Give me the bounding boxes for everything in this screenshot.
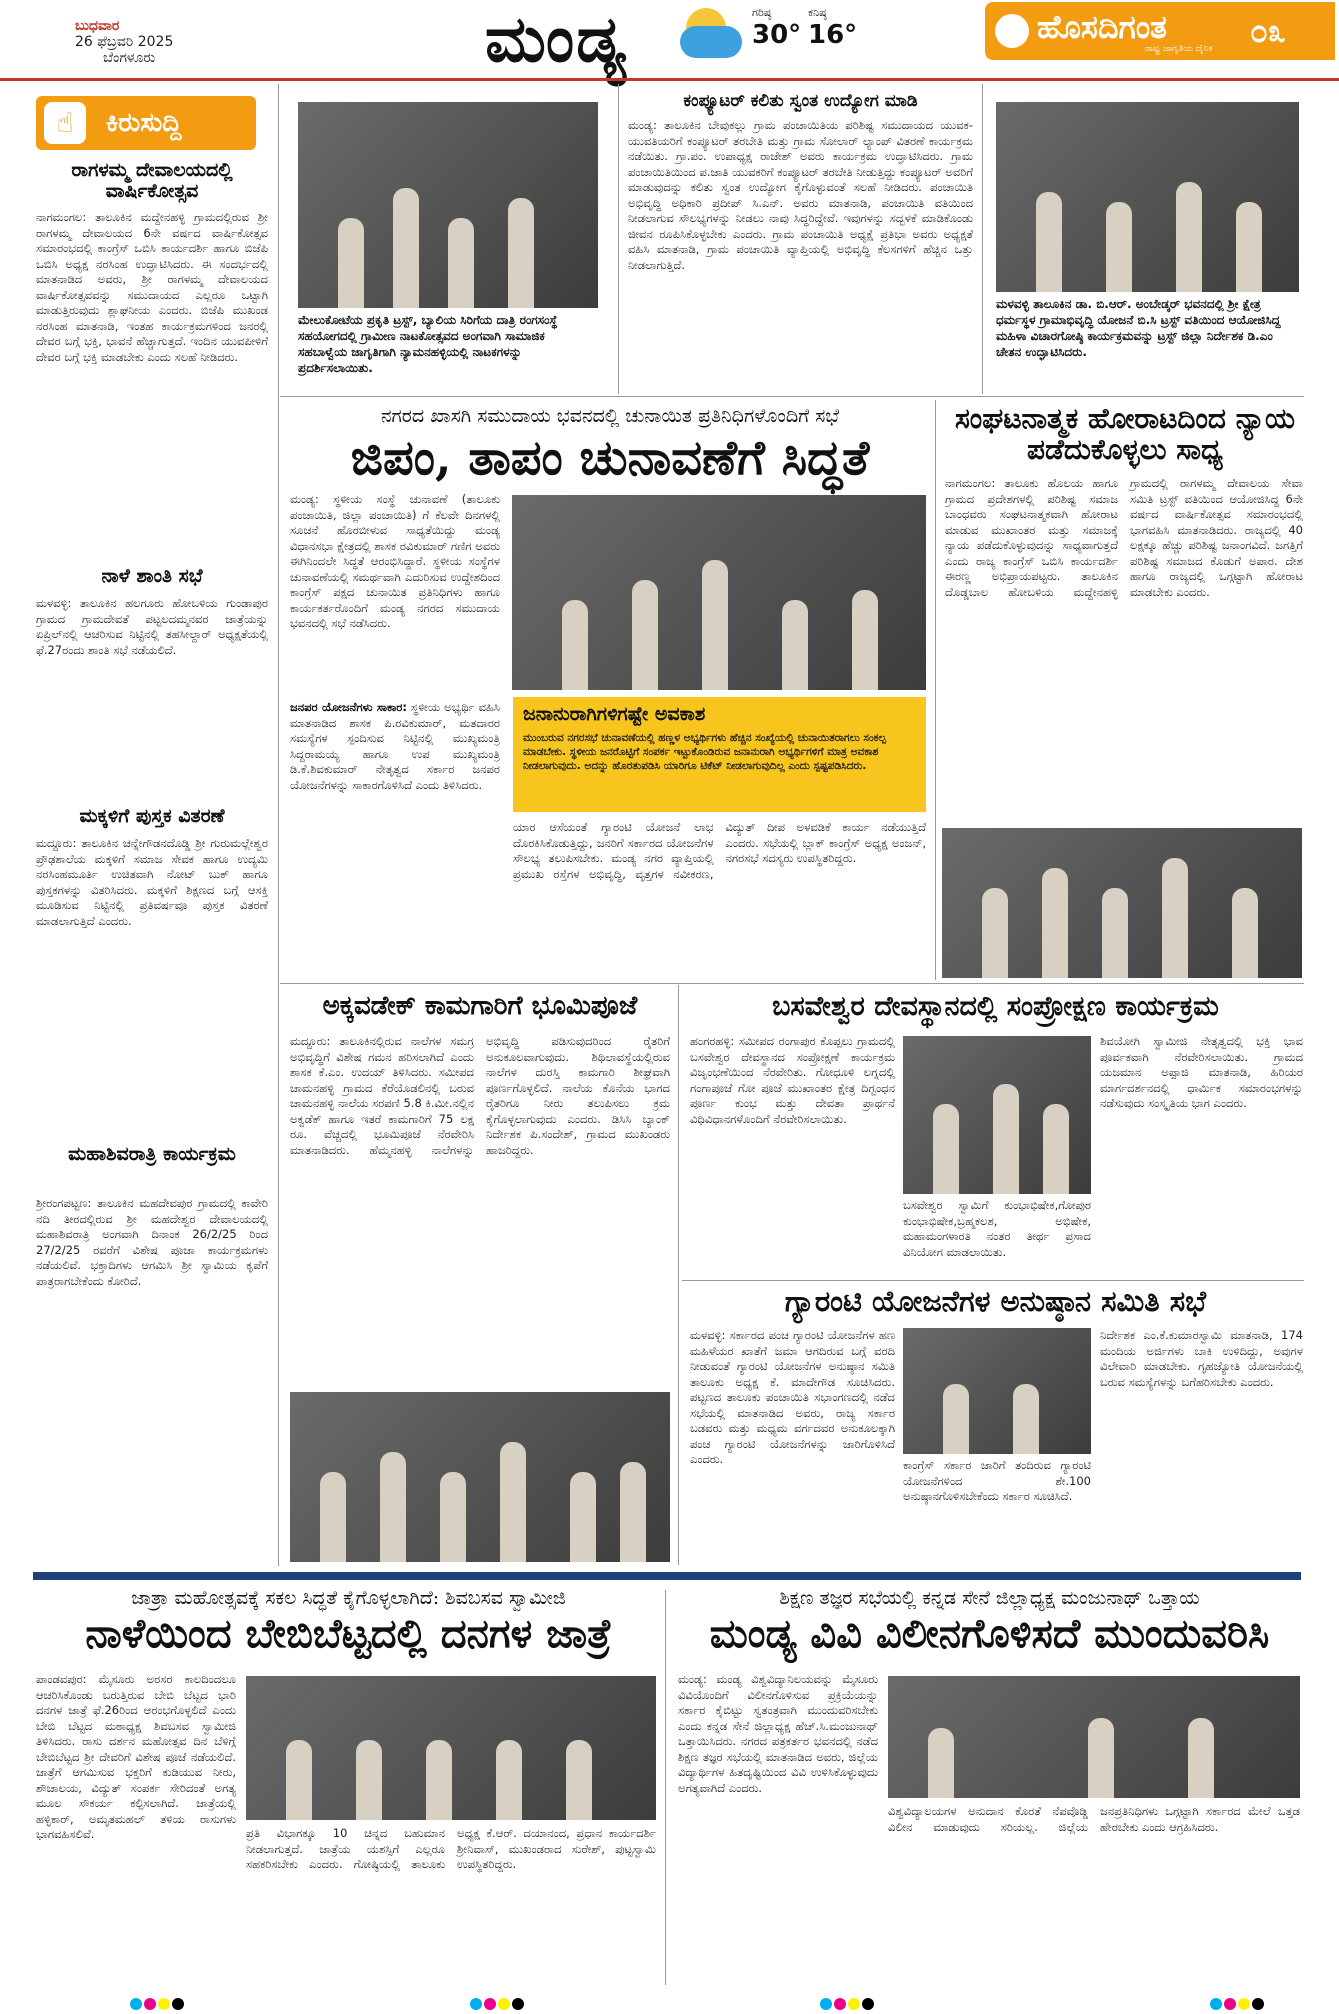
drama-photo: [298, 102, 598, 308]
logo-emblem-icon: [995, 14, 1029, 48]
story-body: ಮಂಡ್ಯ: ತಾಲೂಕಿನ ಬೇವುಕಲ್ಲು ಗ್ರಾಮ ಪಂಚಾಯಿತಿಯ ಪರಿಶಿಷ್ಟ ಸಮುದಾಯದ ಯುವಕ-ಯುವತಿಯರಿಗೆ ಕಂಪ್ಯೂಟರ್ ತರಬೇತಿ ಮತ್ತು ಗ್ರಾಮ ಸೋಲಾರ್ ಲ್ಯಾಂಪ್ ವಿತರಣೆ ಕಾರ್ಯಕ್ರಮ ನಡೆಯಿತು. ಗ್ರಾ.ಪಂ. ಉಪಾಧ್ಯಕ್ಷ ರಾಜೇಶ್ ಅವರು ಕಾರ್ಯಕ್ರಮ ಉದ್ಘಾಟಿಸಿದರು. ಗ್ರಾಮ ಪಂಚಾಯಿತಿಯಿಂದ ಪ.ಜಾತಿ ಯುವಕರಿಗೆ ಕಂಪ್ಯೂಟರ್ ತರಬೇತಿ ನೀಡುತ್ತಿದ್ದು ಕಂಪ್ಯೂಟರ್ ಅವರಿಗೆ ಮಾಡುವುದನ್ನು ಕಲಿತು ಸ್ವಂತ ಉದ್ಯೋಗ ಕೈಗೊಳ್ಳುವಂತೆ ಸಲಹೆ ನೀಡಿದರು. ಪಂಚಾಯಿತಿ ಅಭಿವೃದ್ಧಿ ಅಧಿಕಾರಿ ಪ್ರದೀಪ್ ಸಿ.ಎನ್. ಅವರು ಮಾತನಾಡಿ, ಪಂಚಾಯಿತಿ ವತಿಯಿಂದ ನೀಡಲಾಗುವ ಸೌಲಭ್ಯಗಳನ್ನು ನೀಡಲು ನಾವು ಸಿದ್ಧರಿದ್ದೇವೆ. ಇವುಗಳನ್ನು ಸದ್ಬಳಕೆ ಮಾಡಿಕೊಂಡು ಜೀವನ ರೂಪಿಸಿಕೊಳ್ಳಬೇಕು ಎಂದರು. ಗ್ರಾಮ ಪಂಚಾಯಿತಿ ಅಧ್ಯಕ್ಷೆ ಪ್ರತಿಭಾ ಅವರು ಅಧ್ಯಕ್ಷತೆ ವಹಿಸಿ ಮಾತನಾಡಿ, ಗ್ರಾಮ ಪಂಚಾಯಿತಿ ವ್ಯಾಪ್ತಿಯಲ್ಲಿ ಅಭಿವೃದ್ಧಿ ಕೆಲಸಗಳಿಗೆ ಹೆಚ್ಚಿನ ಒತ್ತು ನೀಡಲಾಗುತ್ತಿದೆ.: [628, 118, 973, 272]
brief-title: ನಾಳೆ ಶಾಂತಿ ಸಭೆ: [101, 565, 203, 587]
story-headline: ಜಿಪಂ, ತಾಪಂ ಚುನಾವಣೆಗೆ ಸಿದ್ಧತೆ: [350, 430, 870, 486]
story-body: ಹಂಗರಹಳ್ಳಿ: ಸಮೀಪದ ರಂಗಾಪುರ ಕೊಪ್ಪಲು ಗ್ರಾಮದಲ್ಲಿ ಬಸವೇಶ್ವರ ದೇವಸ್ಥಾನದ ಸಂಪ್ರೋಕ್ಷಣೆ ಕಾರ್ಯಕ್ರಮ ವಿಜೃಂಭಣೆಯಿಂದ ನೆರವೇರಿತು. ಗೋಧೂಳಿ ಲಗ್ನದಲ್ಲಿ ಗಂಗಾಪೂಜೆ ಗೋ ಪೂಜೆ ಮುಖಾಂತರ ಕ್ಷೇತ್ರ ದಿಗ್ಬಂಧನ ಪೂರ್ಣ ಕುಂಭ ಮತ್ತು ದೇವತಾ ಪ್ರಾರ್ಥನೆ ವಿಧಿವಿಧಾನಗಳೊಂದಿಗೆ ನೆರವೇರಿಸಲಾಯಿತು.: [690, 1034, 895, 1126]
story-body: ನಾಗಮಂಗಲ: ತಾಲೂಕು ಹೊಲಯ ಹಾಗೂ ಗ್ರಾಮದ ಪ್ರದೇಶಗಳಲ್ಲಿ ಪರಿಶಿಷ್ಟ ಸಮಾಜ ಬಾಂಧವರು ಸಂಘಟನಾತ್ಮಕವಾಗಿ ಹೋರಾಟ ಮಾಡುವ ಮುಖಾಂತರ ಮತ್ತು ಸಮಾಜಕ್ಕೆ ನ್ಯಾಯ ಪಡೆದುಕೊಳ್ಳುವುದನ್ನು ಸಾಧ್ಯವಾಗುತ್ತದೆ ಎಂದು ರಾಜ್ಯ ಕಾಂಗ್ರೆಸ್ ಒಬಿಸಿ ಕಾರ್ಯದರ್ಶಿ ಈರಣ್ಣ ಅಭಿಪ್ರಾಯಪಟ್ಟರು. ತಾಲೂಕಿನ ದೊಡ್ಡಬಾಲ ಹೋಬಳಿಯ ಮದ್ದೇನಹಳ್ಳಿ ಗ್ರಾಮದಲ್ಲಿ ರಾಗಳಮ್ಮ ದೇವಾಲಯ ಸೇವಾ ಸಮಿತಿ ಟ್ರಸ್ಟ್ ವತಿಯಿಂದ ಆಯೋಜಿಸಿದ್ದ 6ನೇ ವರ್ಷದ ವಾರ್ಷಿಕೋತ್ಸವ ಸಮಾರಂಭದಲ್ಲಿ ಭಾಗವಹಿಸಿ ಮಾತನಾಡಿದರು. ರಾಜ್ಯದಲ್ಲಿ 40 ಲಕ್ಷಕ್ಕೂ ಹೆಚ್ಚು ಪರಿಶಿಷ್ಟ ಜನಾಂಗವಿದೆ. ಜಗತ್ತಿಗೆ ಪರಿಶಿಷ್ಟ ಸಮಾಜದ ಕೊಡುಗೆ ಅಪಾರ. ದೇಶ ಹಾಗೂ ರಾಜ್ಯದಲ್ಲಿ ಒಗ್ಗಟ್ಟಾಗಿ ಹೋರಾಟ ಮಾಡಬೇಕು ಎಂದರು.: [945, 476, 1303, 599]
divider: [665, 1590, 666, 1985]
story-body: ಮಳವಳ್ಳಿ: ಸರ್ಕಾರದ ಪಂಚ ಗ್ಯಾರಂಟಿ ಯೋಜನೆಗಳ ಹಣ ಮಹಿಳೆಯರ ಖಾತೆಗೆ ಜಮಾ ಆಗದಿರುವ ಬಗ್ಗೆ ವರದಿ ನೀಡುವಂತೆ ಗ್ಯಾರಂಟಿ ಯೋಜನೆಗಳ ಅನುಷ್ಠಾನ ಸಮಿತಿ ತಾಲೂಕು ಅಧ್ಯಕ್ಷ ಕೆ. ಮಾದೇಗೌಡ ಸೂಚಿಸಿದರು. ಪಟ್ಟಣದ ತಾಲೂಕು ಪಂಚಾಯಿತಿ ಸಭಾಂಗಣದಲ್ಲಿ ನಡೆದ ಸಭೆಯಲ್ಲಿ ಮಾತನಾಡಿದ ಅವರು, ರಾಜ್ಯ ಸರ್ಕಾರ ಬಡವರು ಮತ್ತು ಮಧ್ಯಮ ವರ್ಗದವರ ಅನುಕೂಲಕ್ಕಾಗಿ ಪಂಚ ಗ್ಯಾರಂಟಿ ಯೋಜನೆಗಳನ್ನು ಜಾರಿಗೊಳಿಸಿದೆ ಎಂದರು.: [690, 1328, 895, 1466]
weekday: ಬುಧವಾರ: [75, 18, 120, 34]
box-body: ಮುಂಬರುವ ನಗರಸಭೆ ಚುನಾವಣೆಯಲ್ಲಿ ಹಣ್ಣಳ ಅಭ್ಯರ್ಥಿಗಳು ಹೆಚ್ಚಿನ ಸಂಖ್ಯೆಯಲ್ಲಿ ಚುನಾಯಿತರಾಗಲು ಸಂಕಲ್ಪ ಮಾಡಬೇಕು. ಸ್ಥಳೀಯ ಜನರೊಟ್ಟಿಗೆ ಸಂಪರ್ಕ ಇಟ್ಟುಕೊಂಡಿರುವ ಜನಾನುರಾಗಿ ಅಭ್ಯರ್ಥಿಗಳಿಗೆ ಮಾತ್ರ ಅವಕಾಶ ನೀಡಲಾಗುವುದು. ಅದನ್ನು ಹೊರತುಪಡಿಸಿ ಯಾರಿಗೂ ಟಿಕೆಟ್ ನೀಡಲಾಗುವುದಿಲ್ಲ ಎಂದು ಸ್ಪಷ್ಟಪಡಿಸಿದರು.: [523, 732, 886, 772]
sub-heading: ಜನಪರ ಯೋಜನೆಗಳು ಸಾಕಾರ:: [290, 700, 407, 714]
story-headline: ಸಂಘಟನಾತ್ಮಕ ಹೋರಾಟದಿಂದ ನ್ಯಾಯ ಪಡೆದುಕೊಳ್ಳಲು ಸಾಧ್ಯ: [954, 402, 1296, 466]
min-label: ಕನಿಷ್ಠ: [808, 6, 827, 19]
divider: [678, 985, 679, 1565]
story-body: ಮಂಡ್ಯ: ಮಂಡ್ಯ ವಿಶ್ವವಿದ್ಯಾನಿಲಯವನ್ನು ಮೈಸೂರು ವಿವಿಯೊಂದಿಗೆ ವಿಲೀನಗೊಳಿಸುವ ಪ್ರಕ್ರಿಯೆಯನ್ನು ಸರ್ಕಾರ ಕೈಬಿಟ್ಟು ಸ್ವತಂತ್ರವಾಗಿ ಮುಂದುವರಿಸಬೇಕು ಎಂದು ಕನ್ನಡ ಸೇನೆ ಜಿಲ್ಲಾಧ್ಯಕ್ಷ ಹೆಚ್.ಸಿ.ಮಂಜುನಾಥ್ ಒತ್ತಾಯಿಸಿದರು. ನಗರದ ಪತ್ರಕರ್ತರ ಭವನದಲ್ಲಿ ನಡೆದ ಶಿಕ್ಷಣ ತಜ್ಞರ ಸಭೆಯಲ್ಲಿ ಮಾತನಾಡಿದ ಅವರು, ಜಿಲ್ಲೆಯ ವಿದ್ಯಾರ್ಥಿಗಳ ಹಿತದೃಷ್ಟಿಯಿಂದ ವಿವಿ ಉಳಿಸಿಕೊಳ್ಳುವುದು ಅಗತ್ಯವಾಗಿದೆ ಎಂದರು.: [678, 1672, 878, 1795]
paper-name: ಹೊಸದಿಗಂತ: [1037, 8, 1167, 46]
section-band: [33, 1572, 1301, 1580]
min-temp-value: 16°: [808, 20, 858, 50]
story-text: ಸ್ಥಳೀಯ ಅಭ್ಯರ್ಥಿ ವಹಿಸಿ ಮಾತನಾಡಿದ ಶಾಸಕ ಪಿ.ರವಿಕುಮಾರ್, ಮತದಾರರ ಸಮಸ್ಯೆಗಳ ಸ್ಪಂದಿಸುವ ನಿಟ್ಟಿನಲ್ಲಿ ಮುಖ್ಯಮಂತ್ರಿ ಸಿದ್ದರಾಮಯ್ಯ ಹಾಗೂ ಉಪ ಮುಖ್ಯಮಂತ್ರಿ ಡಿ.ಕೆ.ಶಿವಕುಮಾರ್ ನೇತೃತ್ವದ ಸರ್ಕಾರ ಜನಪರ ಯೋಜನೆಗಳನ್ನು ಸಾಕಾರಗೊಳಿಸಿದೆ ಎಂದು ತಿಳಿಸಿದರು.: [290, 700, 500, 792]
photo-caption: ಬಸವೇಶ್ವರ ಸ್ವಾಮಿಗೆ ಕುಂಭಾಭಿಷೇಕ,ಗೋಪುರ ಕುಂಭಾಭಿಷೇಕ,ಬ್ರಹ್ಮಕಲಶ, ಅಭಿಷೇಕ, ಮಹಾಮಂಗಳಾರತಿ ನಂತರ ತೀರ್ಥ ಪ್ರಸಾದ ವಿನಿಯೋಗ ಮಾಡಲಾಯಿತು.: [903, 1198, 1091, 1259]
city-text: ಬೆಂಗಳೂರು: [103, 50, 156, 66]
max-label: ಗರಿಷ್ಠ: [752, 6, 772, 19]
hand-icon: ☝: [44, 102, 86, 144]
story-body: ಮಂಡ್ಯ: ಸ್ಥಳೀಯ ಸಂಸ್ಥೆ ಚುನಾವಣೆ (ತಾಲೂಕು ಪಂಚಾಯಿತಿ, ಜಿಲ್ಲಾ ಪಂಚಾಯಿತಿ) ಗೆ ಕೆಲವೇ ದಿನಗಳಲ್ಲಿ ಸೂಚನೆ ಹೊರಬೀಳುವ ಸಾಧ್ಯತೆಯಿದ್ದು ಮಂಡ್ಯ ವಿಧಾನಸಭಾ ಕ್ಷೇತ್ರದಲ್ಲಿ ಶಾಸಕ ರವಿಕುಮಾರ್ ಗಣಿಗ ಅವರು ಈಗಿನಿಂದಲೇ ಸಿದ್ಧತೆ ಆರಂಭಿಸಿದ್ದಾರೆ. ಸ್ಥಳೀಯ ಸಂಸ್ಥೆಗಳ ಚುನಾವಣೆಯಲ್ಲಿ ಸಮರ್ಥವಾಗಿ ಎದುರಿಸುವ ಉದ್ದೇಶದಿಂದ ಕಾಂಗ್ರೆಸ್ ಪಕ್ಷದ ಚುನಾಯಿತ ಪ್ರತಿನಿಧಿಗಳು ಹಾಗೂ ಕಾರ್ಯಕರ್ತರೊಂದಿಗೆ ಮಂಡ್ಯ ನಗರದ ಸಮುದಾಯ ಭವನದಲ್ಲಿ ಸಭೆ ನಡೆಸಿದರು.: [290, 492, 500, 630]
divider: [982, 84, 983, 394]
divider: [618, 84, 619, 394]
story-kicker: ಜಾತ್ರಾ ಮಹೋತ್ಸವಕ್ಕೆ ಸಕಲ ಸಿದ್ಧತೆ ಕೈಗೊಳ್ಳಲಾಗಿದೆ: ಶಿವಬಸವ ಸ್ವಾಮೀಜಿ: [131, 1587, 566, 1609]
color-registration-marks: [130, 1995, 186, 2014]
max-temp-value: 30°: [752, 20, 802, 50]
max-temp: [752, 6, 801, 50]
story-body: ಯಾರ ಆಸೆಯಂತೆ ಗ್ಯಾರಂಟಿ ಯೋಜನೆ ಲಾಭ ದೊರಕಿಸಿಕೊಡುತ್ತಿದ್ದು, ಜನರಿಗೆ ಸರ್ಕಾರದ ಯೋಜನೆಗಳ ಸೌಲಭ್ಯ ತಲುಪಿಸಬೇಕು. ಮಂಡ್ಯ ನಗರ ವ್ಯಾಪ್ತಿಯಲ್ಲಿ ಪ್ರಮುಖ ರಸ್ತೆಗಳ ಅಭಿವೃದ್ಧಿ, ವೃತ್ತಗಳ ನವೀಕರಣ, ವಿದ್ಯುತ್ ದೀಪ ಅಳವಡಿಕೆ ಕಾರ್ಯ ನಡೆಯುತ್ತಿದೆ ಎಂದರು. ಸಭೆಯಲ್ಲಿ ಬ್ಲಾಕ್ ಕಾಂಗ್ರೆಸ್ ಅಧ್ಯಕ್ಷ ಅಂಜನ್, ನಗರಸಭೆ ಸದಸ್ಯರು ಉಪಸ್ಥಿತರಿದ್ದರು.: [513, 820, 926, 881]
divider: [280, 396, 1304, 397]
honour-photo: [942, 828, 1302, 978]
story-kicker: ನಗರದ ಖಾಸಗಿ ಸಮುದಾಯ ಭವನದಲ್ಲಿ ಚುನಾಯಿತ ಪ್ರತಿನಿಧಿಗಳೊಂದಿಗೆ ಸಭೆ: [380, 405, 840, 427]
color-registration-marks: [1210, 1995, 1266, 2014]
story-headline: ಅಕ್ಕವಡೇಕ್ ಕಾಮಗಾರಿಗೆ ಭೂಮಿಪೂಜೆ: [322, 991, 638, 1021]
guarantee-meeting-photo: [903, 1328, 1091, 1454]
masthead-title: ಮಂಡ್ಯ: [485, 2, 628, 77]
story-body: ಶಿವಯೋಗಿ ಸ್ವಾಮೀಜಿ ನೇತೃತ್ವದಲ್ಲಿ ಭಕ್ತಿ ಭಾವ ಪೂರ್ವಕವಾಗಿ ನೆರವೇರಿಸಲಾಯಿತು. ಗ್ರಾಮದ ಯಜಮಾನ ಅಪ್ಪಾಜಿ ಮಾತನಾಡಿ, ಹಿರಿಯರ ಮಾರ್ಗದರ್ಶನದಲ್ಲಿ ಧಾರ್ಮಿಕ ಸಮಾರಂಭಗಳನ್ನು ನಡೆಸುವುದು ಸಂಸ್ಕೃತಿಯ ಭಾಗ ಎಂದರು.: [1100, 1034, 1303, 1110]
story-headline: ನಾಳೆಯಿಂದ ಬೇಬಿಬೆಟ್ಟದಲ್ಲಿ ದನಗಳ ಜಾತ್ರೆ: [85, 1610, 612, 1657]
photo-caption: ಮಳವಳ್ಳಿ ತಾಲೂಕಿನ ಡಾ. ಬಿ.ಆರ್. ಅಂಬೇಡ್ಕರ್ ಭವನದಲ್ಲಿ ಶ್ರೀ ಕ್ಷೇತ್ರ ಧರ್ಮಸ್ಥಳ ಗ್ರಾಮಾಭಿವೃದ್ಧಿ ಯೋಜನೆ ಬಿ.ಸಿ ಟ್ರಸ್ಟ್ ವತಿಯಿಂದ ಆಯೋಜಿಸಿದ್ದ ಮಹಿಳಾ ವಿಚಾರಗೋಷ್ಠಿ ಕಾರ್ಯಕ್ರಮವನ್ನು ಟ್ರಸ್ಟ್ ಜಿಲ್ಲಾ ನಿರ್ದೇಶಕ ಡಿ.ಎಂ ಚೇತನ ಉದ್ಘಾಟಿಸಿದರು.: [996, 297, 1281, 359]
brief-title: ಮಹಾಶಿವರಾತ್ರಿ ಕಾರ್ಯಕ್ರಮ: [68, 1143, 236, 1165]
story-body: ಪಾಂಡವಪುರ: ಮೈಸೂರು ಅರಸರ ಕಾಲದಿಂದಲೂ ಆಚರಿಸಿಕೊಂಡು ಬರುತ್ತಿರುವ ಬೇಬಿ ಬೆಟ್ಟದ ಭಾರಿ ದನಗಳ ಜಾತ್ರೆ ಫೆ.26ರಿಂದ ಆರಂಭಗೊಳ್ಳಲಿದೆ ಎಂದು ಬೇಬಿ ಬೆಟ್ಟದ ಮಠಾಧ್ಯಕ್ಷ ಶಿವಬಸವ ಸ್ವಾಮೀಜಿ ತಿಳಿಸಿದರು. ರಾಸು ದರ್ಶನ ಮಹೋತ್ಸವ ದಿನ ಬೆಳಿಗ್ಗೆ ಬೇಬಿಬೆಟ್ಟದ ಶ್ರೀ ದೇವರಿಗೆ ವಿಶೇಷ ಪೂಜೆ ನಡೆಯಲಿದೆ. ಜಾತ್ರೆಗೆ ಆಗಮಿಸುವ ಭಕ್ತರಿಗೆ ಕುಡಿಯುವ ನೀರು, ಶೌಚಾಲಯ, ವಿದ್ಯುತ್ ಸಂಪರ್ಕ ಸೇರಿದಂತೆ ಅಗತ್ಯ ಮೂಲ ಸೌಕರ್ಯ ಕಲ್ಪಿಸಲಾಗಿದೆ. ಜಾತ್ರೆಯಲ್ಲಿ ಹಳ್ಳಿಕಾರ್, ಅಮೃತಮಹಲ್ ತಳಿಯ ರಾಸುಗಳು ಭಾಗವಹಿಸಲಿವೆ.: [36, 1672, 236, 1841]
story-headline: ಗ್ಯಾರಂಟಿ ಯೋಜನೆಗಳ ಅನುಷ್ಠಾನ ಸಮಿತಿ ಸಭೆ: [784, 1284, 1207, 1318]
kiru-suddi-banner: [36, 96, 256, 150]
brief-body: ಮದ್ದೂರು: ತಾಲೂಕಿನ ಚನ್ನೇಗೌಡನದೊಡ್ಡಿ ಶ್ರೀ ಗುರುಮಲ್ಲೇಶ್ವರ ಪ್ರೌಢಶಾಲೆಯ ಮಕ್ಕಳಿಗೆ ಸಮಾಜ ಸೇವಕ ಹಾಗೂ ಉದ್ಯಮಿ ನರಸಿಂಹಮೂರ್ತಿ ಉಚಿತವಾಗಿ ನೋಟ್ ಬುಕ್ ಹಾಗೂ ಪುಸ್ತಕಗಳನ್ನು ವಿತರಿಸಿದರು. ಮಕ್ಕಳಿಗೆ ಶಿಕ್ಷಣದ ಬಗ್ಗೆ ಆಸಕ್ತಿ ಮೂಡಿಸುವ ನಿಟ್ಟಿನಲ್ಲಿ ಪ್ರತಿವರ್ಷವೂ ಪುಸ್ತಕ ವಿತರಣೆ ಮಾಡಲಾಗುತ್ತಿದೆ ಎಂದರು.: [36, 836, 268, 928]
bhoomipooja-photo: [290, 1392, 670, 1562]
meeting-photo: [512, 495, 926, 690]
highlight-box: [513, 697, 926, 812]
paper-logo: [985, 2, 1335, 60]
photo-caption: ಮೇಲುಕೋಟೆಯ ಪ್ರಕೃತಿ ಟ್ರಸ್ಟ್, ಬ್ಯಾಲಿಯ ಸಿರಿಗೆಯ ದಾತ್ರಿ ರಂಗಸಂಸ್ಥೆ ಸಹಯೋಗದಲ್ಲಿ ಗ್ರಾಮೀಣ ನಾಟಕೋತ್ಸವದ ಅಂಗವಾಗಿ ಸಾಮಾಜಿಕ ಸಹಬಾಳ್ವೆಯ ಜಾಗೃತಿಗಾಗಿ ನ್ಯಾಮನಹಳ್ಳಿಯಲ್ಲಿ ನಾಟಕಗಳನ್ನು ಪ್ರದರ್ಶಿಸಲಾಯಿತು.: [298, 313, 558, 375]
color-registration-marks: [820, 1995, 876, 2014]
page-number: ೦೩: [1250, 12, 1286, 50]
brief-body: ಮಳವಳ್ಳಿ: ತಾಲೂಕಿನ ಹಲಗೂರು ಹೋಬಳಿಯ ಗುಂಡಾಪುರ ಗ್ರಾಮದ ಗ್ರಾಮದೇವತೆ ಪಟ್ಟಲದಮ್ಮನವರ ಜಾತ್ರೆಯನ್ನು ಏಪ್ರಿಲ್‌ನಲ್ಲಿ ಆಚರಿಸುವ ನಿಟ್ಟಿನಲ್ಲಿ ತಹಸೀಲ್ದಾರ್ ಅಧ್ಯಕ್ಷತೆಯಲ್ಲಿ ಫೆ.27ರಂದು ಶಾಂತಿ ಸಭೆ ನಡೆಯಲಿದೆ.: [36, 596, 268, 657]
divider: [935, 400, 936, 980]
story-title: ಕಂಪ್ಯೂಟರ್ ಕಲಿತು ಸ್ವಂತ ಉದ್ಯೋಗ ಮಾಡಿ: [683, 91, 918, 111]
divider: [682, 1280, 1304, 1281]
story-body: ಪ್ರತಿ ವಿಭಾಗಕ್ಕೂ 10 ಚಿನ್ನದ ಬಹುಮಾನ ನೀಡಲಾಗುತ್ತದೆ. ಜಾತ್ರೆಯ ಯಶಸ್ಸಿಗೆ ಎಲ್ಲರೂ ಸಹಕರಿಸಬೇಕು ಎಂದರು. ಗೋಷ್ಠಿಯಲ್ಲಿ ತಾಲೂಕು ಅಧ್ಯಕ್ಷ ಕೆ.ಆರ್. ದಯಾನಂದ, ಪ್ರಧಾನ ಕಾರ್ಯದರ್ಶಿ ಶ್ರೀನಿವಾಸ್, ಮುಖಂಡರಾದ ಸುರೇಶ್, ಪುಟ್ಟಸ್ವಾಮಿ ಉಪಸ್ಥಿತರಿದ್ದರು.: [246, 1826, 656, 1871]
press-meet-photo: [246, 1676, 656, 1820]
education-meeting-photo: [888, 1676, 1300, 1798]
color-registration-marks: [470, 1995, 526, 2014]
brief-body: ಶ್ರೀರಂಗಪಟ್ಟಣ: ತಾಲೂಕಿನ ಮಹದೇವಪುರ ಗ್ರಾಮದಲ್ಲಿ ಕಾವೇರಿ ನದಿ ತೀರದಲ್ಲಿರುವ ಶ್ರೀ ಮಹದೇಶ್ವರ ದೇವಾಲಯದಲ್ಲಿ ಮಹಾಶಿವರಾತ್ರಿ ಅಂಗವಾಗಿ ದಿನಾಂಕ 26/2/25 ರಿಂದ 27/2/25 ರವರೆಗೆ ವಿಶೇಷ ಪೂಜಾ ಕಾರ್ಯಕ್ರಮಗಳು ನಡೆಯಲಿವೆ. ಭಕ್ತಾದಿಗಳು ಆಗಮಿಸಿ ಶ್ರೀ ಸ್ವಾಮಿಯ ಕೃಪೆಗೆ ಪಾತ್ರರಾಗಬೇಕೆಂದು ಕೋರಿದೆ.: [36, 1196, 268, 1288]
kiru-label: ಕಿರುಸುದ್ದಿ: [106, 108, 182, 138]
box-title: ಜನಾನುರಾಗಿಗಳಿಗಷ್ಟೇ ಅವಕಾಶ: [523, 703, 706, 725]
story-kicker: ಶಿಕ್ಷಣ ತಜ್ಞರ ಸಭೆಯಲ್ಲಿ ಕನ್ನಡ ಸೇನೆ ಜಿಲ್ಲಾಧ್ಯಕ್ಷ ಮಂಜುನಾಥ್ ಒತ್ತಾಯ: [779, 1587, 1200, 1609]
story-headline: ಬಸವೇಶ್ವರ ದೇವಸ್ಥಾನದಲ್ಲಿ ಸಂಪ್ರೋಕ್ಷಣ ಕಾರ್ಯಕ್ರಮ: [772, 991, 1219, 1022]
brief-title: ಮಕ್ಕಳಿಗೆ ಪುಸ್ತಕ ವಿತರಣೆ: [79, 805, 225, 827]
story-body: ವಿಶ್ವವಿದ್ಯಾಲಯಗಳ ಅನುದಾನ ಕೊರತೆ ನೆಪವೊಡ್ಡಿ ವಿಲೀನ ಮಾಡುವುದು ಸರಿಯಲ್ಲ. ಜಿಲ್ಲೆಯ ಜನಪ್ರತಿನಿಧಿಗಳು ಒಗ್ಗಟ್ಟಾಗಿ ಸರ್ಕಾರದ ಮೇಲೆ ಒತ್ತಡ ಹೇರಬೇಕು ಎಂದು ಆಗ್ರಹಿಸಿದರು.: [888, 1804, 1300, 1834]
date-text: 26 ಫೆಬ್ರವರಿ 2025: [75, 34, 174, 50]
divider: [278, 84, 279, 1566]
paper-tagline: ರಾಷ್ಟ್ರ ಜಾಗೃತಿಯ ದೈನಿಕ: [1145, 44, 1213, 54]
min-temp: [808, 6, 857, 50]
brief-body: ನಾಗಮಂಗಲ: ತಾಲೂಕಿನ ಮದ್ದೇನಹಳ್ಳಿ ಗ್ರಾಮದಲ್ಲಿರುವ ಶ್ರೀ ರಾಗಳಮ್ಮ ದೇವಾಲಯದ 6ನೇ ವರ್ಷದ ವಾರ್ಷಿಕೋತ್ಸವ ಸಮಾರಂಭದಲ್ಲಿ ಕಾಂಗ್ರೆಸ್ ಒಬಿಸಿ ಕಾರ್ಯದರ್ಶಿ ಹಾಗೂ ಬಿಜೆಪಿ ಒಬಿಸಿ ಅಧ್ಯಕ್ಷ ನರಸಿಂಹ ಉದ್ಘಾಟಿಸಿದರು. ಈ ಸಂದರ್ಭದಲ್ಲಿ ಮಾತನಾಡಿದ ಅವರು, ಶ್ರೀ ರಾಗಳಮ್ಮ ದೇವಾಲಯದ ವಾರ್ಷಿಕೋತ್ಸವವನ್ನು ಸಮುದಾಯದ ಎಲ್ಲರೂ ಒಟ್ಟಾಗಿ ಮಾಡುತ್ತಿರುವುದು ಶ್ಲಾಘನೀಯ ಎಂದರು. ಬಿಜೆಪಿ ಮುಖಂಡ ನರಸಿಂಹ ಮಾತನಾಡಿ, ಇಂತಹ ಕಾರ್ಯಕ್ರಮಗಳಿಂದ ಜನರಲ್ಲಿ ದೇವರ ಬಗ್ಗೆ ಭಕ್ತಿ, ಭಾವನೆ ಹೆಚ್ಚಾಗುತ್ತದೆ. ಇಂದಿನ ಯುವಪೀಳಿಗೆ ದೇವರ ಬಗ್ಗೆ ಭಕ್ತಿ ಮಾಡಬೇಕು ಎಂದು ಸಲಹೆ ನೀಡಿದರು.: [36, 210, 268, 364]
women-event-photo: [996, 102, 1299, 292]
story-body: ಮದ್ದೂರು: ತಾಲೂಕಿನಲ್ಲಿರುವ ನಾಲೆಗಳ ಸಮಗ್ರ ಅಭಿವೃದ್ಧಿಗೆ ವಿಶೇಷ ಗಮನ ಹರಿಸಲಾಗಿದೆ ಎಂದು ಶಾಸಕ ಕೆ.ಎಂ. ಉದಯ್ ತಿಳಿಸಿದರು. ಸಮೀಪದ ಚಾಮನಹಳ್ಳಿ ಗ್ರಾಮದ ಕೆರೆಯೊಡಲಿನಲ್ಲಿ ಬರುವ ಚಾಮನಹಳ್ಳಿ ನಾಲೆಯ ಸರಪಣಿ 5.8 ಕಿ.ಮೀ.ನಲ್ಲಿನ ಅಕ್ವಡೆಕ್ ಹಾಗೂ ಇತರೆ ಕಾಮಗಾರಿಗೆ 75 ಲಕ್ಷ ರೂ. ವೆಚ್ಚದಲ್ಲಿ ಭೂಮಿಪೂಜೆ ನೆರವೇರಿಸಿ ಮಾತನಾಡಿದರು. ಹೆಮ್ಮನಹಳ್ಳಿ ನಾಲೆಗಳನ್ನು ಅಭಿವೃದ್ಧಿ ಪಡಿಸುವುದರಿಂದ ರೈತರಿಗೆ ಅನುಕೂಲವಾಗುವುದು. ಶಿಥಿಲಾವಸ್ಥೆಯಲ್ಲಿರುವ ನಾಲೆಗಳ ದುರಸ್ತಿ ಕಾಮಗಾರಿ ಶೀಘ್ರವಾಗಿ ಪೂರ್ಣಗೊಳ್ಳಲಿದೆ. ನಾಲೆಯ ಕೊನೆಯ ಭಾಗದ ರೈತರಿಗೂ ನೀರು ತಲುಪಿಸಲು ಕ್ರಮ ಕೈಗೊಳ್ಳಲಾಗುವುದು ಎಂದರು. ಡಿಸಿಸಿ ಬ್ಯಾಂಕ್ ನಿರ್ದೇಶಕ ಪಿ.ಸಂದೇಶ್, ಗ್ರಾಮದ ಮುಖಂಡರು ಹಾಜರಿದ್ದರು.: [290, 1034, 670, 1157]
temple-photo: [903, 1036, 1091, 1194]
header-rule: [0, 78, 1339, 81]
divider: [280, 983, 1304, 984]
photo-caption: ಕಾಂಗ್ರೆಸ್ ಸರ್ಕಾರ ಜಾರಿಗೆ ತಂದಿರುವ ಗ್ಯಾರಂಟಿ ಯೋಜನೆಗಳಿಂದ ಶೇ.100 ಅನುಷ್ಠಾನಗೊಳಿಸಬೇಕೆಂದು ಸರ್ಕಾರ ಸೂಚಿಸಿದೆ.: [903, 1458, 1091, 1503]
date-block: [75, 18, 173, 66]
story-body: [290, 700, 500, 976]
story-headline: ಮಂಡ್ಯ ವಿವಿ ವಿಲೀನಗೊಳಿಸದೆ ಮುಂದುವರಿಸಿ: [709, 1610, 1270, 1657]
story-body: ನಿರ್ದೇಶಕ ಎಂ.ಕೆ.ಕುಮಾರಸ್ವಾಮಿ ಮಾತನಾಡಿ, 174 ಮಂದಿಯ ಅರ್ಜಿಗಳು ಬಾಕಿ ಉಳಿದಿದ್ದು, ಅವುಗಳ ವಿಲೇವಾರಿ ಮಾಡಬೇಕು. ಗೃಹಜ್ಯೋತಿ ಯೋಜನೆಯಲ್ಲಿ ಬರುವ ಸಮಸ್ಯೆಗಳನ್ನು ಬಗೆಹರಿಸಬೇಕು ಎಂದರು.: [1100, 1328, 1303, 1389]
brief-title: ರಾಗಳಮ್ಮ ದೇವಾಲಯದಲ್ಲಿ ವಾರ್ಷಿಕೋತ್ಸವ: [71, 159, 233, 202]
